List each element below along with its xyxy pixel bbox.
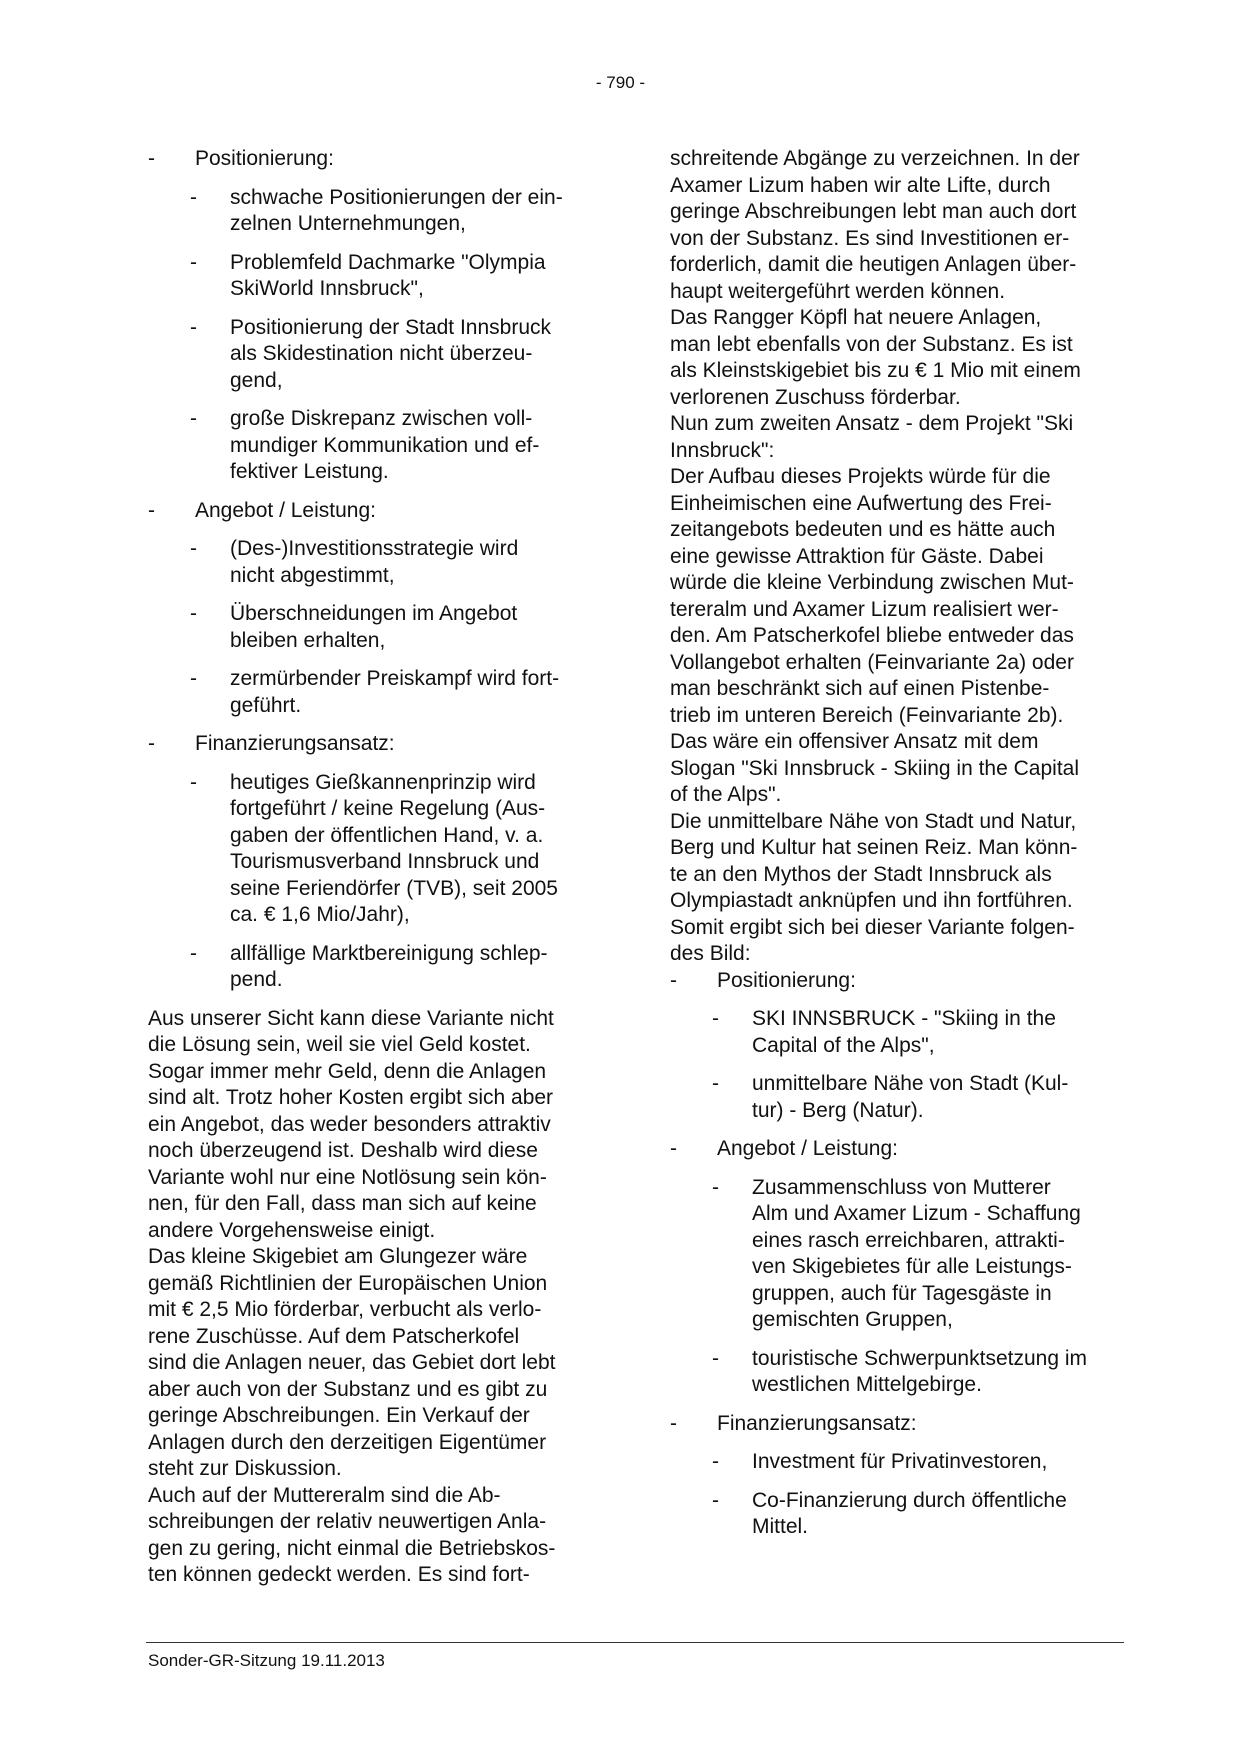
list-bullet-dash: - <box>190 667 197 690</box>
text-line: seine Feriendörfer (TVB), seit 2005 <box>230 876 558 900</box>
text-line: ein Angebot, das weder besonders attraktiv <box>148 1112 551 1136</box>
text-line: Vollangebot erhalten (Feinvariante 2a) oder <box>670 650 1074 674</box>
text-line: aber auch von der Substanz und es gibt zu <box>148 1377 548 1401</box>
text-line: Axamer Lizum haben wir alte Lifte, durch <box>670 173 1051 197</box>
list-bullet-dash: - <box>712 1488 719 1512</box>
text-line: SkiWorld Innsbruck", <box>230 277 424 300</box>
text-line: man lebt ebenfalls von der Substanz. Es ist <box>670 332 1073 356</box>
text-line: pend. <box>230 968 283 991</box>
sub-list-item <box>670 1071 1120 1124</box>
sub-list-item <box>148 666 598 719</box>
paragraph <box>670 464 1120 729</box>
text-line: gemischten Gruppen, <box>752 1308 953 1331</box>
sub-list-item <box>148 601 598 654</box>
left-column <box>148 146 598 1589</box>
text-line: eine gewisse Attraktion für Gäste. Dabei <box>670 544 1044 568</box>
sub-list-item <box>148 536 598 589</box>
text-line: andere Vorgehensweise einigt. <box>148 1218 436 1242</box>
text-line: tur) - Berg (Natur). <box>752 1098 924 1122</box>
text-line: geringe Abschreibungen lebt man auch dort <box>670 200 1077 223</box>
text-line: of the Alps". <box>670 783 782 806</box>
list-bullet-dash: - <box>190 537 197 560</box>
list-item <box>148 731 598 758</box>
text-line: rene Zuschüsse. Auf dem Patscherkofel <box>148 1324 520 1348</box>
paragraph <box>148 1006 598 1245</box>
text-line: geführt. <box>230 693 302 717</box>
paragraph <box>670 146 1120 305</box>
text-line: Positionierung: <box>195 147 334 170</box>
text-line: Anlagen durch den derzeitigen Eigentümer <box>148 1430 547 1454</box>
text-line: sind alt. Trotz hoher Kosten ergibt sich aber <box>148 1086 554 1109</box>
text-line: gaben der öffentlichen Hand, v. a. <box>230 823 544 847</box>
text-line: Positionierung: <box>717 968 856 992</box>
text-line: schreitende Abgänge zu verzeichnen. In der <box>670 147 1080 170</box>
text-line: Sogar immer mehr Geld, denn die Anlagen <box>148 1059 547 1083</box>
list-bullet-dash: - <box>190 770 197 794</box>
right-column <box>670 146 1120 1553</box>
list-item <box>148 146 598 173</box>
sub-list-item <box>670 1488 1120 1541</box>
list-bullet-dash: - <box>712 1175 719 1199</box>
text-line: Variante wohl nur eine Notlösung sein kön- <box>148 1165 547 1189</box>
sub-list-item <box>670 1175 1120 1334</box>
sub-list-item <box>148 250 598 303</box>
text-line: Das kleine Skigebiet am Glungezer wäre <box>148 1245 528 1268</box>
text-line: Alm und Axamer Lizum - Schaffung <box>752 1202 1081 1225</box>
list-item <box>670 1411 1120 1438</box>
text-line: sind die Anlagen neuer, das Gebiet dort lebt <box>148 1351 556 1374</box>
text-line: ven Skigebietes für alle Leistungs- <box>752 1255 1072 1278</box>
list-bullet-dash: - <box>190 315 197 339</box>
text-line: westlichen Mittelgebirge. <box>752 1373 982 1396</box>
paragraph <box>670 809 1120 968</box>
text-line: schreibungen der relativ neuwertigen Anla- <box>148 1510 547 1533</box>
text-line: zeitangebots bedeuten und es hätte auch <box>670 518 1056 541</box>
text-line: Das wäre ein offensiver Ansatz mit dem <box>670 730 1039 753</box>
text-line: Die unmittelbare Nähe von Stadt und Natur, <box>670 809 1077 833</box>
text-line: Einheimischen eine Aufwertung des Frei- <box>670 491 1052 515</box>
text-line: forderlich, damit die heutigen Anlagen über- <box>670 253 1077 276</box>
text-line: würde die kleine Verbindung zwischen Mut- <box>670 571 1074 594</box>
paragraph <box>670 411 1120 464</box>
text-line: Das Rangger Köpfl hat neuere Anlagen, <box>670 306 1042 329</box>
text-line: Aus unserer Sicht kann diese Variante nicht <box>148 1006 554 1030</box>
text-line: verlorenen Zuschuss förderbar. <box>670 385 961 409</box>
text-line: te an den Mythos der Stadt Innsbruck als <box>670 862 1052 886</box>
list-bullet-dash: - <box>712 1072 719 1095</box>
text-line: Finanzierungsansatz: <box>717 1411 917 1435</box>
list-bullet-dash: - <box>670 1411 677 1435</box>
list-bullet-dash: - <box>190 250 197 274</box>
text-line: Angebot / Leistung: <box>717 1137 898 1160</box>
text-line: unmittelbare Nähe von Stadt (Kul- <box>752 1072 1069 1095</box>
text-line: ten können gedeckt werden. Es sind fort- <box>148 1563 530 1586</box>
text-line: Der Aufbau dieses Projekts würde für die <box>670 465 1051 488</box>
text-line: trieb im unteren Bereich (Feinvariante 2b). <box>670 703 1064 727</box>
text-line: Berg und Kultur hat seinen Reiz. Man könn- <box>670 836 1078 859</box>
text-line: touristische Schwerpunktsetzung im <box>752 1346 1087 1370</box>
text-line: nen, für den Fall, dass man sich auf keine <box>148 1192 537 1215</box>
text-line: nicht abgestimmt, <box>230 563 395 587</box>
list-item <box>148 498 598 525</box>
text-line: Somit ergibt sich bei dieser Variante folgen- <box>670 915 1075 939</box>
footer-text: Sonder-GR-Sitzung 19.11.2013 <box>148 1651 385 1670</box>
text-line: Innsbruck": <box>670 438 775 462</box>
list-bullet-dash: - <box>712 1346 719 1370</box>
text-line: fektiver Leistung. <box>230 460 389 483</box>
list-bullet-dash: - <box>190 941 197 965</box>
text-line: noch überzeugend ist. Deshalb wird diese <box>148 1139 538 1162</box>
page-number: - 790 - <box>595 73 646 92</box>
sub-list-item <box>148 315 598 395</box>
sub-list-item <box>670 1006 1120 1059</box>
sub-list-item <box>670 1449 1120 1476</box>
text-line: gen zu gering, nicht einmal die Betriebskos- <box>148 1536 556 1560</box>
sub-list-item <box>148 185 598 238</box>
text-line: SKI INNSBRUCK - "Skiing in the <box>752 1007 1056 1030</box>
text-line: zelnen Unternehmungen, <box>230 212 466 235</box>
list-bullet-dash: - <box>670 968 677 992</box>
text-line: Angebot / Leistung: <box>195 498 376 522</box>
text-line: von der Substanz. Es sind Investitionen er- <box>670 226 1070 250</box>
list-bullet-dash: - <box>712 1450 719 1473</box>
list-bullet-dash: - <box>148 147 155 170</box>
list-bullet-dash: - <box>670 1137 677 1160</box>
text-line: bleiben erhalten, <box>230 628 386 652</box>
text-line: eines rasch erreichbaren, attrakti- <box>752 1228 1065 1252</box>
sub-list-item <box>148 941 598 994</box>
list-bullet-dash: - <box>190 407 197 430</box>
text-line: Problemfeld Dachmarke "Olympia <box>230 250 546 274</box>
text-line: Tourismusverband Innsbruck und <box>230 850 540 873</box>
text-line: Capital of the Alps", <box>752 1033 935 1057</box>
text-line: ca. € 1,6 Mio/Jahr), <box>230 903 410 926</box>
text-line: tereralm und Axamer Lizum realisiert wer- <box>670 597 1059 621</box>
text-line: geringe Abschreibungen. Ein Verkauf der <box>148 1404 530 1427</box>
paragraph <box>148 1483 598 1589</box>
text-line: Olympiastadt anknüpfen und ihn fortführen. <box>670 889 1073 912</box>
text-line: Zusammenschluss von Mutterer <box>752 1175 1051 1199</box>
text-line: allfällige Marktbereinigung schlep- <box>230 941 548 965</box>
text-line: die Lösung sein, weil sie viel Geld kostet. <box>148 1033 531 1056</box>
sub-list-item <box>148 406 598 486</box>
text-line: mit € 2,5 Mio förderbar, verbucht als verlo- <box>148 1298 542 1321</box>
text-line: Co-Finanzierung durch öffentliche <box>752 1488 1067 1512</box>
text-line: als Kleinstskigebiet bis zu € 1 Mio mit einem <box>670 359 1081 382</box>
text-line: Mittel. <box>752 1515 809 1538</box>
text-line: fortgeführt / keine Regelung (Aus- <box>230 797 546 820</box>
paragraph <box>670 729 1120 809</box>
list-item <box>670 1136 1120 1163</box>
text-line: des Bild: <box>670 942 751 965</box>
footer-divider <box>146 1642 1124 1643</box>
text-line: Nun zum zweiten Ansatz - dem Projekt "Ski <box>670 412 1074 435</box>
text-line: Positionierung der Stadt Innsbruck <box>230 315 552 339</box>
list-bullet-dash: - <box>190 602 197 625</box>
list-item <box>670 968 1120 995</box>
text-line: zermürbender Preiskampf wird fort- <box>230 667 560 690</box>
text-line: gend, <box>230 368 283 392</box>
list-bullet-dash: - <box>712 1007 719 1030</box>
list-bullet-dash: - <box>190 185 197 209</box>
text-line: den. Am Patscherkofel bliebe entweder das <box>670 624 1074 647</box>
text-line: haupt weitergeführt werden können. <box>670 279 1006 303</box>
text-line: gemäß Richtlinien der Europäischen Union <box>148 1271 548 1295</box>
list-bullet-dash: - <box>148 732 155 755</box>
paragraph <box>670 305 1120 411</box>
text-line: Überschneidungen im Angebot <box>230 602 518 625</box>
text-line: Auch auf der Muttereralm sind die Ab- <box>148 1483 501 1507</box>
text-line: (Des-)Investitionsstrategie wird <box>230 537 519 560</box>
text-line: Finanzierungsansatz: <box>195 732 395 755</box>
text-line: Investment für Privatinvestoren, <box>752 1450 1048 1473</box>
paragraph <box>148 1244 598 1483</box>
text-line: schwache Positionierungen der ein- <box>230 185 563 209</box>
text-line: man beschränkt sich auf einen Pistenbe- <box>670 677 1050 700</box>
text-line: heutiges Gießkannenprinzip wird <box>230 770 536 794</box>
text-line: steht zur Diskussion. <box>148 1457 342 1480</box>
text-line: gruppen, auch für Tagesgäste in <box>752 1281 1052 1305</box>
list-bullet-dash: - <box>148 498 155 522</box>
text-line: mundiger Kommunikation und ef- <box>230 433 540 457</box>
text-line: als Skidestination nicht überzeu- <box>230 342 533 365</box>
sub-list-item <box>670 1346 1120 1399</box>
sub-list-item <box>148 770 598 929</box>
text-line: Slogan "Ski Innsbruck - Skiing in the Capital <box>670 756 1079 780</box>
text-line: große Diskrepanz zwischen voll- <box>230 407 533 430</box>
